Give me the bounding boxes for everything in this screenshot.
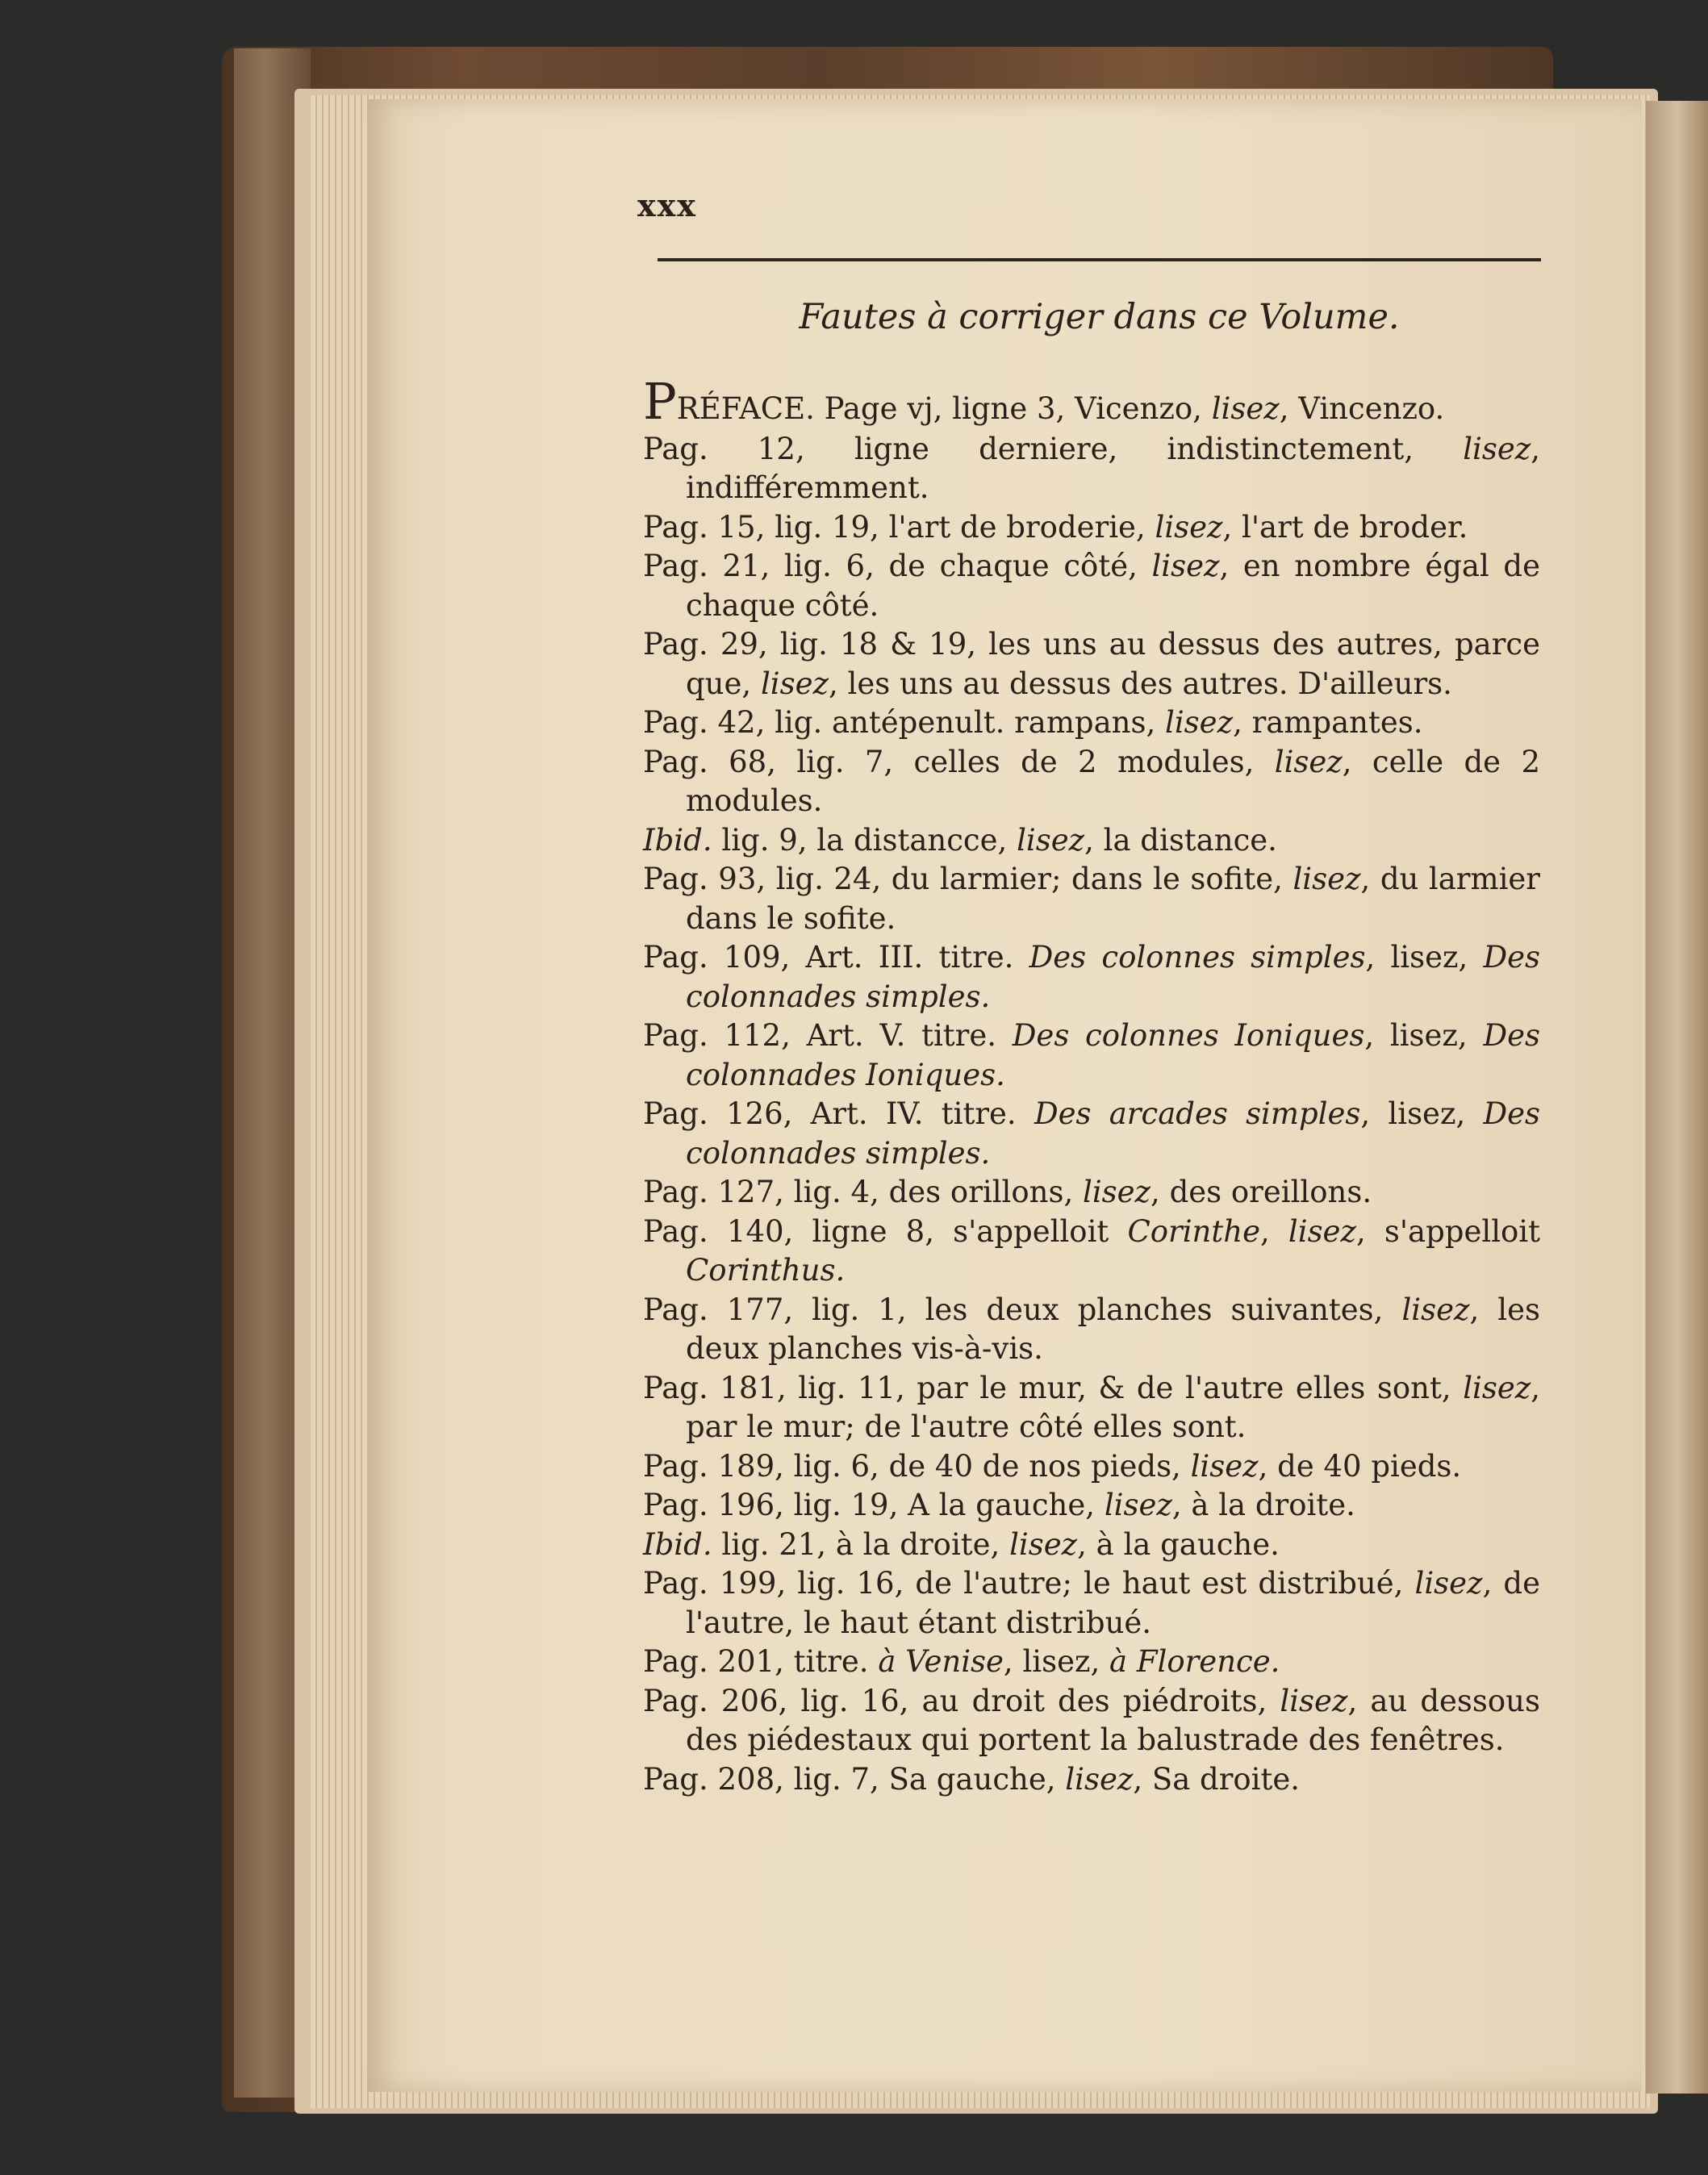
errata-entry: Pag. 93, lig. 24, du larmier; dans le sofite, lisez, du larmier dans le sofite. bbox=[643, 862, 1540, 936]
drop-cap: P bbox=[643, 372, 677, 431]
errata-entry: Pag. 199, lig. 16, de l'autre; le haut est distribué, lisez, de l'autre, le haut étant distribué. bbox=[643, 1566, 1540, 1640]
errata-entry: Pag. 206, lig. 16, au droit des piédroits, lisez, au dessous des piédestaux qui portent la balustrade des fenêtres. bbox=[643, 1683, 1540, 1757]
errata-entry: Pag. 29, lig. 18 & 19, les uns au dessus des autres, parce que, lisez, les uns au dessus des autres. D'ailleurs. bbox=[643, 627, 1540, 701]
page-number: xxx bbox=[637, 187, 697, 223]
errata-entry: Pag. 68, lig. 7, celles de 2 modules, lisez, celle de 2 modules. bbox=[643, 744, 1541, 818]
errata-entry: Pag. 196, lig. 19, A la gauche, lisez, à la droite. bbox=[643, 1488, 1355, 1522]
errata-entry: Pag. 112, Art. V. titre. Des colonnes Ioniques, lisez, Des colonnades Ioniques. bbox=[643, 1018, 1540, 1092]
errata-entry: Pag. 42, lig. antépenult. rampans, lisez, rampantes. bbox=[643, 705, 1423, 740]
errata-entry: Pag. 126, Art. IV. titre. Des arcades simples, lisez, Des colonnades simples. bbox=[643, 1096, 1541, 1171]
errata-entry: Pag. 177, lig. 1, les deux planches suivantes, lisez, les deux planches vis-à-vis. bbox=[643, 1292, 1540, 1366]
errata-entry: Pag. 127, lig. 4, des orillons, lisez, des oreillons. bbox=[643, 1175, 1372, 1209]
errata-list bbox=[643, 372, 1541, 1799]
errata-entry-preface: PRÉFACE. Page vj, ligne 3, Vicenzo, lisez, Vincenzo. bbox=[643, 372, 1445, 431]
errata-entry: Pag. 181, lig. 11, par le mur, & de l'autre elles sont, lisez, par le mur; de l'autre côté elles sont. bbox=[643, 1370, 1540, 1444]
errata-entry: Ibid. lig. 21, à la droite, lisez, à la gauche. bbox=[643, 1526, 1280, 1562]
errata-entry: Pag. 15, lig. 19, l'art de broderie, lisez, l'art de broder. bbox=[643, 509, 1468, 545]
errata-entry: Pag. 208, lig. 7, Sa gauche, lisez, Sa droite. bbox=[643, 1761, 1301, 1797]
errata-entry: Pag. 12, ligne derniere, indistinctement, lisez, indifféremment. bbox=[643, 431, 1540, 505]
errata-entry: Pag. 189, lig. 6, de 40 de nos pieds, lisez, de 40 pieds. bbox=[643, 1448, 1462, 1484]
header-rule bbox=[658, 258, 1541, 261]
errata-entry: Ibid. lig. 9, la distancce, lisez, la distance. bbox=[643, 822, 1277, 858]
facing-page-edge bbox=[1646, 101, 1708, 2094]
errata-heading: Fautes à corriger dans ce Volume. bbox=[799, 297, 1400, 337]
errata-entry: Pag. 109, Art. III. titre. Des colonnes simples, lisez, Des colonnades simples. bbox=[643, 940, 1540, 1014]
errata-entry: Pag. 21, lig. 6, de chaque côté, lisez, en nombre égal de chaque côté. bbox=[643, 549, 1540, 623]
errata-entry: Pag. 140, ligne 8, s'appelloit Corinthe, lisez, s'appelloit Corinthus. bbox=[643, 1213, 1541, 1288]
errata-entry: Pag. 201, titre. à Venise, lisez, à Florence. bbox=[643, 1644, 1280, 1679]
